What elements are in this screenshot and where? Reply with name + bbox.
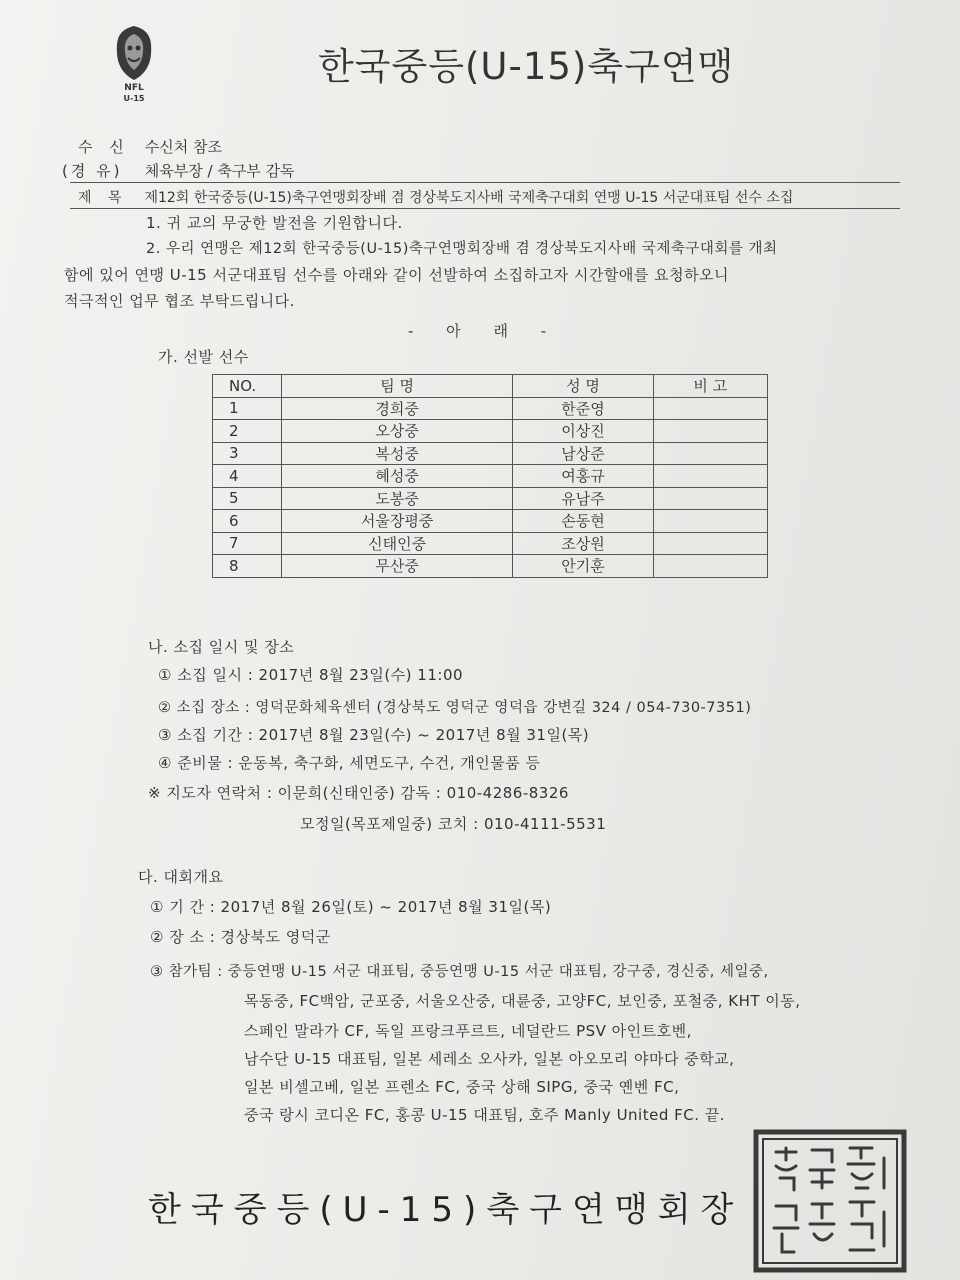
row-name: 유남주 xyxy=(513,487,653,510)
row-name: 손동현 xyxy=(513,510,653,533)
assembly-period: ③ 소집 기간 : 2017년 8월 23일(수) ~ 2017년 8월 31일(목) xyxy=(158,726,590,744)
row-no: 5 xyxy=(213,487,282,510)
table-row xyxy=(213,465,768,488)
body-line-1: 1. 귀 교의 무궁한 발전을 기원합니다. xyxy=(146,214,403,232)
table-row xyxy=(213,397,768,420)
row-no: 6 xyxy=(213,510,282,533)
header-divider-bottom xyxy=(70,208,900,209)
row-name: 조상원 xyxy=(513,532,653,555)
recipient-line xyxy=(78,136,222,157)
row-note xyxy=(653,465,767,488)
section-na-title: 나. 소집 일시 및 장소 xyxy=(148,638,295,656)
row-team: 경희중 xyxy=(281,397,513,420)
subject-label: 제 목 xyxy=(78,190,128,206)
tournament-place: ② 장 소 : 경상북도 영덕군 xyxy=(150,928,331,946)
section-ga-title: 가. 선발 선수 xyxy=(158,348,249,366)
document-title: 한국중등(U-15)축구연맹 xyxy=(318,45,735,88)
row-note xyxy=(653,487,767,510)
subject-line xyxy=(78,187,793,207)
row-note xyxy=(653,532,767,555)
header-team: 팀 명 xyxy=(281,375,513,398)
assembly-datetime: ① 소집 일시 : 2017년 8월 23일(수) 11:00 xyxy=(158,666,464,684)
row-note xyxy=(653,510,767,533)
row-no: 8 xyxy=(213,555,282,578)
table-row xyxy=(213,487,768,510)
players-table xyxy=(212,374,768,578)
coach-contact-1: ※ 지도자 연락처 : 이문희(신태인중) 감독 : 010-4286-8326 xyxy=(148,784,569,802)
row-team: 혜성중 xyxy=(281,465,513,488)
subject-value: 제12회 한국중등(U-15)축구연맹회장배 겸 경상북도지사배 국제축구대회 연맹 U-15 서군대표팀 선수 소집 xyxy=(144,190,794,206)
body-line-2b: 함에 있어 연맹 U-15 서군대표팀 선수를 아래와 같이 선발하여 소집하고자 시간할애를 요청하오니 xyxy=(64,266,730,284)
federation-logo xyxy=(108,22,160,104)
row-team: 신태인중 xyxy=(281,532,513,555)
row-note xyxy=(653,397,767,420)
table-header-row xyxy=(213,375,768,398)
row-no: 1 xyxy=(213,397,282,420)
row-name: 한준영 xyxy=(513,397,653,420)
issuer-name: 한국중등(U-15)축구연맹회장 xyxy=(148,1190,744,1230)
table-row xyxy=(213,420,768,443)
row-name: 이상진 xyxy=(513,420,653,443)
via-value: 체육부장 / 축구부 감독 xyxy=(144,162,295,180)
row-no: 3 xyxy=(213,442,282,465)
header-no: NO. xyxy=(213,375,282,398)
recipient-label: 수 신 xyxy=(78,138,130,156)
body-line-2a: 2. 우리 연맹은 제12회 한국중등(U-15)축구연맹회장배 겸 경상북도지사배 국제축구대회를 개최 xyxy=(146,241,778,257)
row-note xyxy=(653,420,767,443)
row-name: 남상준 xyxy=(513,442,653,465)
participant-teams-line-4: 남수단 U-15 대표팀, 일본 세레소 오사카, 일본 아오모리 야마다 중학교, xyxy=(244,1050,735,1068)
coach-contact-2: 모정일(목포제일중) 코치 : 010-4111-5531 xyxy=(300,815,607,833)
row-name: 안기훈 xyxy=(513,555,653,578)
table-row xyxy=(213,510,768,533)
header-note: 비 고 xyxy=(653,375,767,398)
logo-abbr: NFL xyxy=(124,83,144,93)
assembly-place: ② 소집 장소 : 영덕문화체육센터 (경상북도 영덕군 영덕읍 강변길 324 / 054-730-7351) xyxy=(158,700,752,716)
header-divider-top xyxy=(70,182,900,183)
logo-sub: U-15 xyxy=(123,94,145,103)
section-da-title: 다. 대회개요 xyxy=(138,868,224,886)
participant-teams-line-1: ③ 참가팀 : 중등연맹 U-15 서군 대표팀, 중등연맹 U-15 서군 대표팀, 강구중, 경신중, 세일중, xyxy=(150,964,769,980)
recipient-value: 수신처 참조 xyxy=(144,138,222,156)
header-name: 성 명 xyxy=(513,375,653,398)
participant-teams-line-2: 목동중, FC백암, 군포중, 서울오산중, 대륜중, 고양FC, 보인중, 포철중, KHT 이동, xyxy=(244,992,801,1010)
below-heading: - 아 래 - xyxy=(408,322,561,340)
participant-teams-line-5: 일본 비셀고베, 일본 프렌소 FC, 중국 상해 SIPG, 중국 옌벤 FC, xyxy=(244,1078,680,1096)
table-row xyxy=(213,555,768,578)
row-team: 오상중 xyxy=(281,420,513,443)
body-line-2c: 적극적인 업무 협조 부탁드립니다. xyxy=(64,292,295,310)
row-note xyxy=(653,555,767,578)
row-team: 도봉중 xyxy=(281,487,513,510)
row-team: 복성중 xyxy=(281,442,513,465)
row-team: 서울장평중 xyxy=(281,510,513,533)
participant-teams-line-6: 중국 랑시 코디온 FC, 홍콩 U-15 대표팀, 호주 Manly United FC. 끝. xyxy=(244,1106,726,1124)
tournament-period: ① 기 간 : 2017년 8월 26일(토) ~ 2017년 8월 31일(목) xyxy=(150,898,552,916)
participant-teams-line-3: 스페인 말라가 CF, 독일 프랑크푸르트, 네덜란드 PSV 아인트호벤, xyxy=(244,1022,692,1040)
row-name: 여홍규 xyxy=(513,465,653,488)
table-row xyxy=(213,442,768,465)
row-no: 4 xyxy=(213,465,282,488)
row-team: 무산중 xyxy=(281,555,513,578)
row-note xyxy=(653,442,767,465)
table-row xyxy=(213,532,768,555)
via-line xyxy=(62,160,295,181)
via-label: (경 유) xyxy=(62,162,123,180)
official-seal xyxy=(752,1128,908,1274)
row-no: 2 xyxy=(213,420,282,443)
assembly-supplies: ④ 준비물 : 운동복, 축구화, 세면도구, 수건, 개인물품 등 xyxy=(158,754,541,772)
row-no: 7 xyxy=(213,532,282,555)
